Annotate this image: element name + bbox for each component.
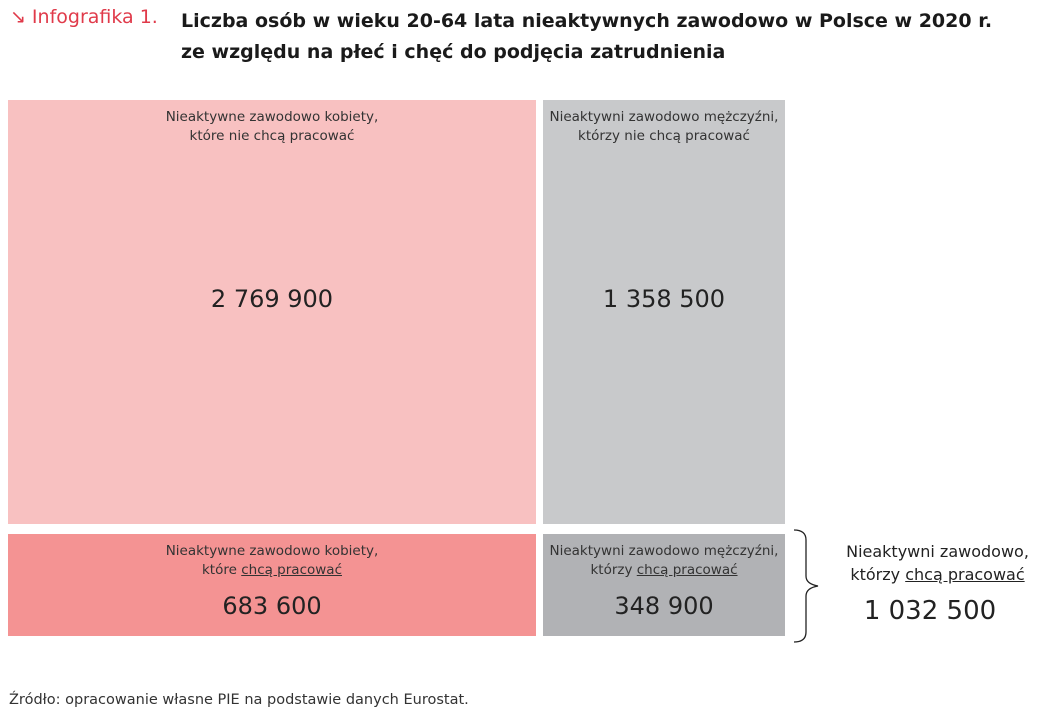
tile-women-not-want xyxy=(8,100,536,524)
tile-women-want-label-underlined: chcą pracować xyxy=(241,562,342,578)
tile-women-not-want-value: 2 769 900 xyxy=(210,285,334,313)
tile-women-want-value: 683 600 xyxy=(222,592,322,620)
chart-title-line1: Liczba osób w wieku 20-64 lata nieaktywnych zawodowo w Polsce w 2020 r. xyxy=(181,10,993,32)
tile-men-want-label-underlined: chcą pracować xyxy=(636,562,738,578)
infographic-label xyxy=(10,6,158,28)
tile-men-not-want-value: 1 358 500 xyxy=(602,285,726,313)
curly-brace-icon xyxy=(790,528,824,644)
tile-women-not-want-label-line1: Nieaktywne zawodowo kobiety, xyxy=(165,109,379,125)
tile-women-not-want-label-line2 xyxy=(8,127,536,146)
tile-women-want xyxy=(8,534,536,636)
tile-women-want-label-line1: Nieaktywne zawodowo kobiety, xyxy=(165,543,379,559)
want-to-work-total-label-line1: Nieaktywni zawodowo, xyxy=(846,542,1029,561)
source-note: Źródło: opracowanie własne PIE na podstawie danych Eurostat. xyxy=(9,692,469,708)
tile-men-not-want-label-line1: Nieaktywni zawodowo mężczyźni, xyxy=(549,109,779,125)
tile-women-want-label-line2 xyxy=(8,561,536,580)
tile-men-want xyxy=(543,534,785,636)
tile-men-not-want xyxy=(543,100,785,524)
tile-men-not-want-label-line2 xyxy=(543,127,785,146)
tile-women-not-want-label-pre: które nie chcą pracować xyxy=(189,128,355,144)
tile-women-want-label xyxy=(8,542,536,580)
want-to-work-total-label-line2 xyxy=(830,563,1045,586)
infographic-label-text: Infografika 1. xyxy=(31,6,158,28)
want-to-work-total-label xyxy=(830,540,1045,586)
tile-men-not-want-label-pre: którzy nie chcą pracować xyxy=(578,128,750,144)
chart-title xyxy=(181,6,992,68)
tile-men-want-label-pre: którzy xyxy=(590,562,637,578)
arrow-down-right-icon: ↘ xyxy=(10,6,26,28)
tile-men-want-value: 348 900 xyxy=(614,592,714,620)
tile-men-want-label-line1: Nieaktywni zawodowo mężczyźni, xyxy=(549,543,779,559)
want-to-work-total-label-underlined: chcą pracować xyxy=(905,565,1025,584)
want-to-work-total-value: 1 032 500 xyxy=(863,596,997,626)
want-to-work-total-label-pre: którzy xyxy=(850,565,906,584)
chart-title-line2: ze względu na płeć i chęć do podjęcia zatrudnienia xyxy=(181,41,726,63)
tile-men-want-label-line2 xyxy=(543,561,785,580)
tile-women-want-label-pre: które xyxy=(201,562,242,578)
tile-women-not-want-label xyxy=(8,108,536,146)
tile-men-want-label xyxy=(543,542,785,580)
tile-men-not-want-label xyxy=(543,108,785,146)
